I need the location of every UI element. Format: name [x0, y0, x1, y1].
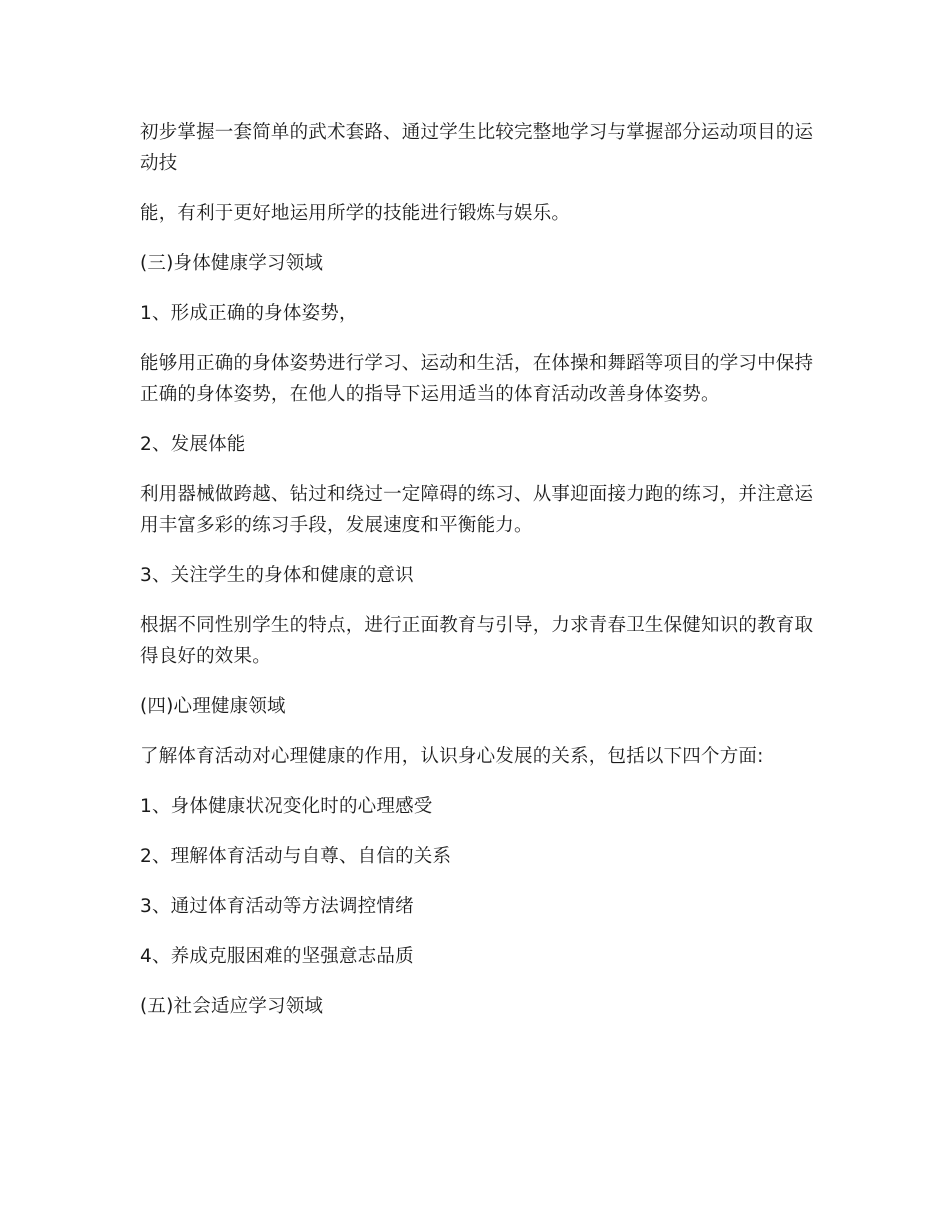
list-item-mental-3: 3、通过体育活动等方法调控情绪	[140, 896, 414, 917]
paragraph-2: 能，有利于更好地运用所学的技能进行锻炼与娱乐。	[140, 203, 571, 224]
paragraph-1: 初步掌握一套简单的武术套路、通过学生比较完整地学习与掌握部分运动项目的运动技	[140, 122, 814, 174]
paragraph-posture: 能够用正确的身体姿势进行学习、运动和生活，在体操和舞蹈等项目的学习中保持正确的身体姿势，在他人的指导下运用适当的体育活动改善身体姿势。	[140, 353, 814, 405]
section-heading-4: (四)心理健康领域	[140, 696, 286, 717]
list-item-mental-4: 4、养成克服困难的坚强意志品质	[140, 946, 414, 967]
list-item-mental-1: 1、身体健康状况变化时的心理感受	[140, 796, 433, 817]
list-item-mental-2: 2、理解体育活动与自尊、自信的关系	[140, 846, 452, 867]
section-heading-3: (三)身体健康学习领域	[140, 253, 324, 274]
paragraph-health-awareness: 根据不同性别学生的特点，进行正面教育与引导，力求青春卫生保健知识的教育取得良好的效果。	[140, 615, 814, 667]
paragraph-fitness: 利用器械做跨越、钻过和绕过一定障碍的练习、从事迎面接力跑的练习，并注意运用丰富多彩的练习手段，发展速度和平衡能力。	[140, 484, 814, 536]
paragraph-mental-health: 了解体育活动对心理健康的作用，认识身心发展的关系，包括以下四个方面:	[140, 746, 764, 767]
section-heading-5: (五)社会适应学习领域	[140, 996, 324, 1017]
list-item-fitness: 2、发展体能	[140, 434, 246, 455]
list-item-posture: 1、形成正确的身体姿势，	[140, 303, 358, 324]
document-body	[140, 117, 816, 1041]
list-item-health-awareness: 3、关注学生的身体和健康的意识	[140, 565, 414, 586]
